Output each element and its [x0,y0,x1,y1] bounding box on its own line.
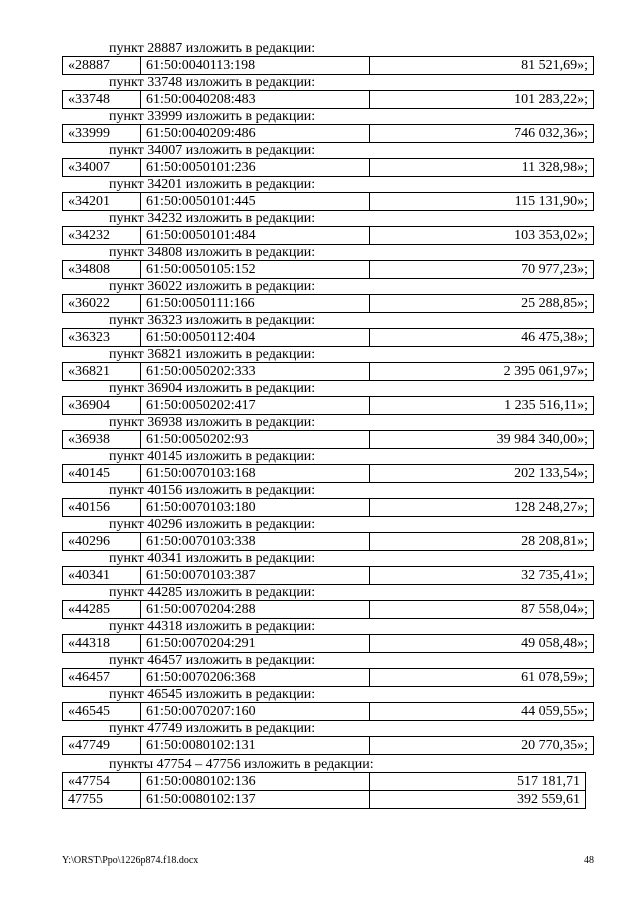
value-cell: 87 558,04»; [370,601,594,619]
table-row [63,261,594,279]
value-cell: 517 181,71 [370,773,586,791]
cadastral-number-cell: 61:50:0070207:160 [141,703,370,721]
item-number-cell: «46457 [63,669,141,687]
item-number-cell: «47754 [63,773,141,791]
amendment-heading: пункт 33748 изложить в редакции: [109,75,316,90]
table-row [63,773,586,791]
cadastral-number-cell: 61:50:0070103:387 [141,567,370,585]
item-number-cell: «36821 [63,363,141,381]
amendment-table [62,600,594,619]
cadastral-number-cell: 61:50:0070103:180 [141,499,370,517]
value-cell: 25 288,85»; [370,295,594,313]
amendment-entry [62,415,594,449]
cadastral-number-cell: 61:50:0050111:166 [141,295,370,313]
cadastral-number-cell: 61:50:0050202:333 [141,363,370,381]
amendment-table [62,430,594,449]
cadastral-number-cell: 61:50:0080102:136 [141,773,370,791]
item-number-cell: «34201 [63,193,141,211]
table-row [63,465,594,483]
amendment-heading: пункт 40296 изложить в редакции: [109,517,316,532]
amendment-heading: пункт 34808 изложить в редакции: [109,245,316,260]
amendment-table [62,260,594,279]
table-row [63,567,594,585]
value-cell: 28 208,81»; [370,533,594,551]
amendment-entry [62,483,594,517]
amendment-table [62,226,594,245]
table-row [63,397,594,415]
amendment-list [62,41,594,755]
amendment-entry [62,143,594,177]
cadastral-number-cell: 61:50:0040113:198 [141,57,370,75]
table-row [63,499,594,517]
amendment-heading: пункт 33999 изложить в редакции: [109,109,316,124]
amendment-table [62,328,594,347]
cadastral-number-cell: 61:50:0050112:404 [141,329,370,347]
amendment-heading: пункт 44318 изложить в редакции: [109,619,316,634]
item-number-cell: «40156 [63,499,141,517]
amendment-table [62,124,594,143]
amendment-entry [62,687,594,721]
item-number-cell: «44285 [63,601,141,619]
table-row [63,329,594,347]
value-cell: 20 770,35»; [370,737,594,755]
amendment-table [62,532,594,551]
table-row [63,227,594,245]
item-number-cell: «36904 [63,397,141,415]
cadastral-number-cell: 61:50:0050101:236 [141,159,370,177]
table-row [63,737,594,755]
value-cell: 392 559,61 [370,791,586,809]
item-number-cell: «34808 [63,261,141,279]
item-number-cell: «33999 [63,125,141,143]
table-row [63,193,594,211]
table-row [63,791,586,809]
value-cell: 11 328,98»; [370,159,594,177]
amendment-entry [62,279,594,313]
amendment-table [62,90,594,109]
value-cell: 115 131,90»; [370,193,594,211]
amendment-entry [62,721,594,755]
item-number-cell: 47755 [63,791,141,809]
table-row [63,431,594,449]
amendment-entry [62,653,594,687]
value-cell: 32 735,41»; [370,567,594,585]
item-number-cell: «34232 [63,227,141,245]
table-row [63,57,594,75]
item-number-cell: «40296 [63,533,141,551]
amendment-heading: пункты 47754 – 47756 изложить в редакции: [109,757,374,772]
amendment-table [62,702,594,721]
amendment-table [62,464,594,483]
value-cell: 101 283,22»; [370,91,594,109]
value-cell: 61 078,59»; [370,669,594,687]
value-cell: 103 353,02»; [370,227,594,245]
cadastral-number-cell: 61:50:0050105:152 [141,261,370,279]
table-row [63,295,594,313]
value-cell: 2 395 061,97»; [370,363,594,381]
cadastral-number-cell: 61:50:0050202:417 [141,397,370,415]
cadastral-number-cell: 61:50:0080102:131 [141,737,370,755]
amendment-table [62,566,594,585]
item-number-cell: «36022 [63,295,141,313]
page-number: 48 [584,855,594,866]
table-row [63,601,594,619]
amendment-entry [62,381,594,415]
amendment-table [62,396,594,415]
amendment-heading: пункт 28887 изложить в редакции: [109,41,316,56]
amendment-entry [62,313,594,347]
amendment-table [62,362,594,381]
item-number-cell: «28887 [63,57,141,75]
table-row [63,363,594,381]
amendment-heading: пункт 36904 изложить в редакции: [109,381,316,396]
cadastral-number-cell: 61:50:0040208:483 [141,91,370,109]
value-cell: 46 475,38»; [370,329,594,347]
value-cell: 39 984 340,00»; [370,431,594,449]
table-row [63,669,594,687]
amendment-heading: пункт 44285 изложить в редакции: [109,585,316,600]
amendment-heading: пункт 34232 изложить в редакции: [109,211,316,226]
amendment-entry [62,347,594,381]
cadastral-number-cell: 61:50:0070103:338 [141,533,370,551]
cadastral-number-cell: 61:50:0070206:368 [141,669,370,687]
cadastral-number-cell: 61:50:0050101:445 [141,193,370,211]
document-body [62,41,594,809]
amendment-heading: пункт 47749 изложить в редакции: [109,721,316,736]
table-row [63,159,594,177]
cadastral-number-cell: 61:50:0070204:288 [141,601,370,619]
amendment-table [62,736,594,755]
amendment-table [62,634,594,653]
item-number-cell: «44318 [63,635,141,653]
table-row [63,91,594,109]
amendment-heading: пункт 36938 изложить в редакции: [109,415,316,430]
amendment-heading: пункт 36821 изложить в редакции: [109,347,316,362]
table-row [63,533,594,551]
table-row [63,125,594,143]
footer-file-path: Y:\ORST\Ppo\1226p874.f18.docx [62,855,199,866]
cadastral-number-cell: 61:50:0080102:137 [141,791,370,809]
item-number-cell: «46545 [63,703,141,721]
amendment-entry [62,245,594,279]
amendment-heading: пункт 34007 изложить в редакции: [109,143,316,158]
amendment-heading: пункт 46457 изложить в редакции: [109,653,316,668]
amendment-heading: пункт 46545 изложить в редакции: [109,687,316,702]
value-cell: 70 977,23»; [370,261,594,279]
item-number-cell: «47749 [63,737,141,755]
item-number-cell: «40145 [63,465,141,483]
amendment-table [62,294,594,313]
amendment-entry [62,109,594,143]
amendment-table [62,498,594,517]
item-number-cell: «33748 [63,91,141,109]
item-number-cell: «40341 [63,567,141,585]
cadastral-number-cell: 61:50:0070103:168 [141,465,370,483]
amendment-entry [62,619,594,653]
value-cell: 1 235 516,11»; [370,397,594,415]
amendment-entry [62,517,594,551]
value-cell: 202 133,54»; [370,465,594,483]
amendment-entry [62,75,594,109]
final-amendment-block [62,757,594,809]
item-number-cell: «36323 [63,329,141,347]
amendment-heading: пункт 36022 изложить в редакции: [109,279,316,294]
value-cell: 44 059,55»; [370,703,594,721]
value-cell: 746 032,36»; [370,125,594,143]
cadastral-number-cell: 61:50:0070204:291 [141,635,370,653]
amendment-table [62,192,594,211]
amendment-entry [62,177,594,211]
cadastral-number-cell: 61:50:0050101:484 [141,227,370,245]
item-number-cell: «36938 [63,431,141,449]
amendment-table [62,772,586,809]
table-row [63,703,594,721]
amendment-heading: пункт 36323 изложить в редакции: [109,313,316,328]
amendment-heading: пункт 40145 изложить в редакции: [109,449,316,464]
value-cell: 49 058,48»; [370,635,594,653]
amendment-heading: пункт 40341 изложить в редакции: [109,551,316,566]
cadastral-number-cell: 61:50:0050202:93 [141,431,370,449]
amendment-entry [62,211,594,245]
amendment-table [62,668,594,687]
amendment-table [62,56,594,75]
amendment-heading: пункт 40156 изложить в редакции: [109,483,316,498]
amendment-entry [62,551,594,585]
amendment-entry [62,585,594,619]
amendment-table [62,158,594,177]
amendment-entry [62,41,594,75]
value-cell: 128 248,27»; [370,499,594,517]
item-number-cell: «34007 [63,159,141,177]
amendment-entry [62,449,594,483]
cadastral-number-cell: 61:50:0040209:486 [141,125,370,143]
value-cell: 81 521,69»; [370,57,594,75]
amendment-heading: пункт 34201 изложить в редакции: [109,177,316,192]
table-row [63,635,594,653]
